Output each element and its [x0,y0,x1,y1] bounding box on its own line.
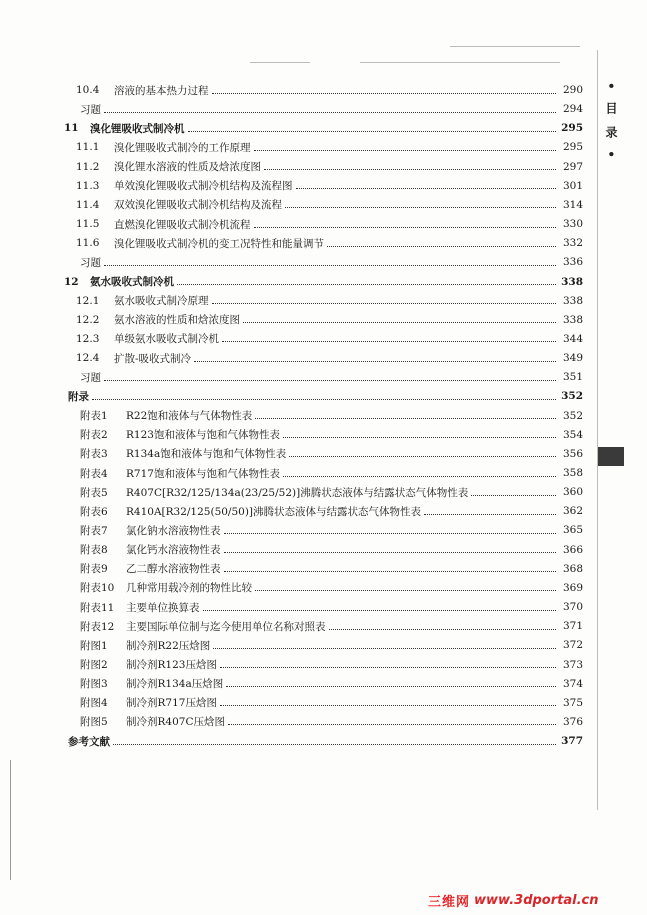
toc-entry-number: 附表2 [80,429,108,442]
toc-entry-number: 附表1 [80,410,108,423]
toc-entry-title: 氨水吸收式制冷原理 [114,295,209,308]
watermark-url: www.3dportal.cn [474,892,599,908]
toc-entry-page: 373 [562,658,583,671]
toc-entry-page: 376 [562,715,583,728]
toc-entry-number: 附图4 [80,697,108,710]
toc-entry-title: 习题 [80,103,101,116]
dot-leader [113,744,556,745]
dot-leader [471,495,556,496]
dot-leader [104,380,556,381]
dot-leader [224,571,557,572]
toc-entry-number: 附表4 [80,467,108,480]
dot-leader [285,207,556,208]
page-border-line [597,50,598,810]
toc-entry-page: 352 [562,409,583,422]
toc-entry [80,579,583,597]
toc-entry [76,215,583,233]
toc-entry-title: R22饱和液体与气体物性表 [126,410,253,423]
toc-entry-title: 主要单位换算表 [126,601,200,614]
toc-entry-page: 372 [562,639,583,652]
toc-entry-number: 附表12 [80,620,115,633]
toc-entry [68,387,583,405]
toc-entry-title: 附录 [68,390,89,403]
toc-entry-page: 336 [562,256,583,269]
toc-entry-number: 附表10 [80,582,115,595]
toc-entry-title: 单级氨水吸收式制冷机 [114,333,219,346]
toc-entry-title: 氯化钠水溶液物性表 [126,524,221,537]
toc-entry-title: 制冷剂R407C压焓图 [126,716,225,729]
toc-entry-page: 375 [562,696,583,709]
toc-entry-title: 扩散-吸收式制冷 [114,352,192,365]
toc-entry [80,464,583,482]
toc-entry-title: 参考文献 [68,735,110,748]
dot-leader [212,93,557,94]
toc-entry [64,273,583,291]
toc-entry [80,541,583,559]
toc-entry-title: 溴化锂吸收式制冷机的变工况特性和能量调节 [114,237,324,250]
section-label: • 目 录 • [604,82,618,162]
toc-entry-title: R134a饱和液体与饱和气体物性表 [126,448,287,461]
toc-entry [80,502,583,520]
toc-entry [80,445,583,463]
dot-leader [224,533,557,534]
toc-entry-page: 295 [562,141,583,154]
dot-leader [188,131,557,132]
toc-entry-number: 12.2 [76,313,100,326]
dot-leader [92,399,556,400]
toc-entry-page: 344 [562,332,583,345]
toc-entry [80,521,583,539]
toc-entry-page: 349 [562,352,583,365]
toc-entry-number: 附图1 [80,639,108,652]
toc-entry [80,675,583,693]
dot-leader [194,361,556,362]
dot-leader [203,610,557,611]
toc-entry-page: 377 [561,735,583,748]
dot-leader [104,112,556,113]
toc-entry-number: 10.4 [76,84,100,96]
toc-entry-page: 330 [562,218,583,231]
toc-entry-number: 附表6 [80,505,108,518]
toc-entry-page: 371 [562,620,583,633]
toc-entry-title: 制冷剂R717压焓图 [126,697,217,710]
toc-entry [80,407,583,425]
toc-entry [80,100,583,118]
watermark [428,890,638,910]
toc-entry-number: 12.3 [76,332,100,345]
dot-leader [327,246,556,247]
toc-entry-title: 制冷剂R134a压焓图 [126,678,224,691]
toc-entry [76,311,583,329]
toc-entry-page: 301 [562,179,583,192]
toc-entry-title: 习题 [80,371,101,384]
toc-entry [80,560,583,578]
toc-entry-page: 332 [562,237,583,250]
toc-entry [80,253,583,271]
toc-entry [80,617,583,635]
toc-entry [80,656,583,674]
toc-entry-page: 294 [562,103,583,116]
toc-entry-number: 附表5 [80,486,108,499]
dot-leader [104,265,556,266]
toc-entry-number: 附表11 [80,601,115,614]
dot-leader [283,476,556,477]
toc-entry [76,177,583,195]
toc-entry-page: 356 [562,447,583,460]
dot-leader [228,724,556,725]
dot-leader [289,456,556,457]
toc-entry-page: 362 [562,505,583,518]
toc-entry-number: 11.5 [76,218,100,231]
toc-entry-page: 351 [562,371,583,384]
toc-entry-page: 290 [562,84,583,96]
toc-entry-title: 双效溴化锂吸收式制冷机结构及流程 [114,199,282,212]
toc-entry-title: 溶液的基本热力过程 [114,84,209,97]
toc-entry [80,368,583,386]
toc-entry-page: 338 [561,275,583,288]
toc-entry [80,483,583,501]
dot-leader [254,150,557,151]
dot-leader [220,705,556,706]
toc-entry-page: 366 [562,543,583,556]
toc-entry-title: 氯化钙水溶液物性表 [126,544,221,557]
toc-entry-title: 溴化锂吸收式制冷的工作原理 [114,141,251,154]
scan-artifact [250,46,590,66]
dot-leader [424,514,556,515]
dot-leader [255,590,556,591]
toc-entry-number: 12 [64,275,79,288]
toc-entry-page: 295 [561,122,583,135]
dot-leader [296,188,557,189]
toc-entry-page: 352 [561,390,583,403]
toc-entry-page: 354 [562,428,583,441]
toc-entry-page: 314 [562,198,583,211]
toc-entry-number: 11.4 [76,198,100,211]
toc-entry-page: 370 [562,601,583,614]
toc-entry [80,694,583,712]
toc-entry-title: 溴化锂吸收式制冷机 [90,122,185,135]
toc-entry-page: 338 [562,313,583,326]
toc-entry [76,292,583,310]
toc-entry-number: 附图5 [80,716,108,729]
dot-leader [255,418,556,419]
toc-entry-number: 附图3 [80,678,108,691]
toc-entry-title: 乙二醇水溶液物性表 [126,563,221,576]
toc-entry [76,349,583,367]
toc-entry [76,81,583,99]
toc-entry [76,138,583,156]
dot-leader [224,552,557,553]
toc-entry [76,196,583,214]
dot-leader [220,667,556,668]
toc-entry-number: 11.3 [76,179,100,192]
toc-entry-number: 12.4 [76,352,100,365]
toc-entry-number: 附表9 [80,563,108,576]
toc-entry [80,598,583,616]
toc-entry-title: 制冷剂R123压焓图 [126,659,217,671]
dot-leader [254,227,557,228]
toc-entry-page: 369 [562,581,583,594]
toc-entry [80,713,583,731]
toc-entry-title: R410A[R32/125(50/50)]沸腾状态液体与结露状态气体物性表 [126,505,422,518]
dot-leader [283,437,556,438]
toc-entry-number: 附图2 [80,659,108,671]
toc-entry-title: 溴化锂水溶液的性质及焓浓度图 [114,161,261,174]
toc-entry-title: R717饱和液体与饱和气体物性表 [126,467,280,480]
toc-entry-number: 附表7 [80,524,108,537]
toc-entry-title: 直燃溴化锂吸收式制冷机流程 [114,218,251,231]
watermark-cn: 三维网 [428,894,471,910]
toc-entry-number: 11 [64,122,79,135]
toc-entry-page: 360 [562,486,583,499]
toc-entry [76,330,583,348]
toc-entry [76,158,583,176]
toc-entry-title: R123饱和液体与饱和气体物性表 [126,429,280,442]
toc-entry-title: 氨水溶液的性质和焓浓度图 [114,314,240,327]
toc-entry-number: 11.2 [76,160,100,173]
toc-entry-title: 制冷剂R22压焓图 [126,639,211,652]
dot-leader [329,629,557,630]
toc-entry-title: 主要国际单位制与迄今使用单位名称对照表 [126,620,326,633]
toc-entry-page: 358 [562,467,583,479]
toc-entry-title: 氨水吸收式制冷机 [90,276,174,288]
toc-entry [64,119,583,137]
toc-entry-number: 附表8 [80,544,108,557]
toc-entry-title: 几种常用载冷剂的物性比较 [126,582,252,595]
toc-entry [68,732,583,750]
toc-entry [76,234,583,252]
toc-entry-title: 习题 [80,256,101,269]
toc-entry-page: 365 [562,524,583,537]
toc-entry [80,426,583,444]
dot-leader [222,341,556,342]
toc-entry-page: 374 [562,677,583,690]
dot-leader [212,303,557,304]
toc-entry-page: 338 [562,294,583,307]
scan-edge-line [10,760,11,880]
dot-leader [264,169,556,170]
toc-entry-number: 11.1 [76,141,100,154]
toc-entry-number: 附表3 [80,448,108,461]
dot-leader [226,686,556,687]
toc-entry-page: 297 [562,160,583,173]
dot-leader [177,284,556,285]
toc-entry [80,636,583,654]
toc-entry-number: 11.6 [76,237,100,250]
toc-entry-title: 单效溴化锂吸收式制冷机结构及流程图 [114,180,293,193]
dot-leader [243,322,556,323]
toc-entry-title: R407C[R32/125/134a(23/25/52)]沸腾状态液体与结露状态气体物性表 [126,486,469,499]
toc-entry-page: 368 [562,562,583,575]
dot-leader [213,648,556,649]
toc-entry-number: 12.1 [76,294,100,307]
thumb-tab [598,447,624,466]
